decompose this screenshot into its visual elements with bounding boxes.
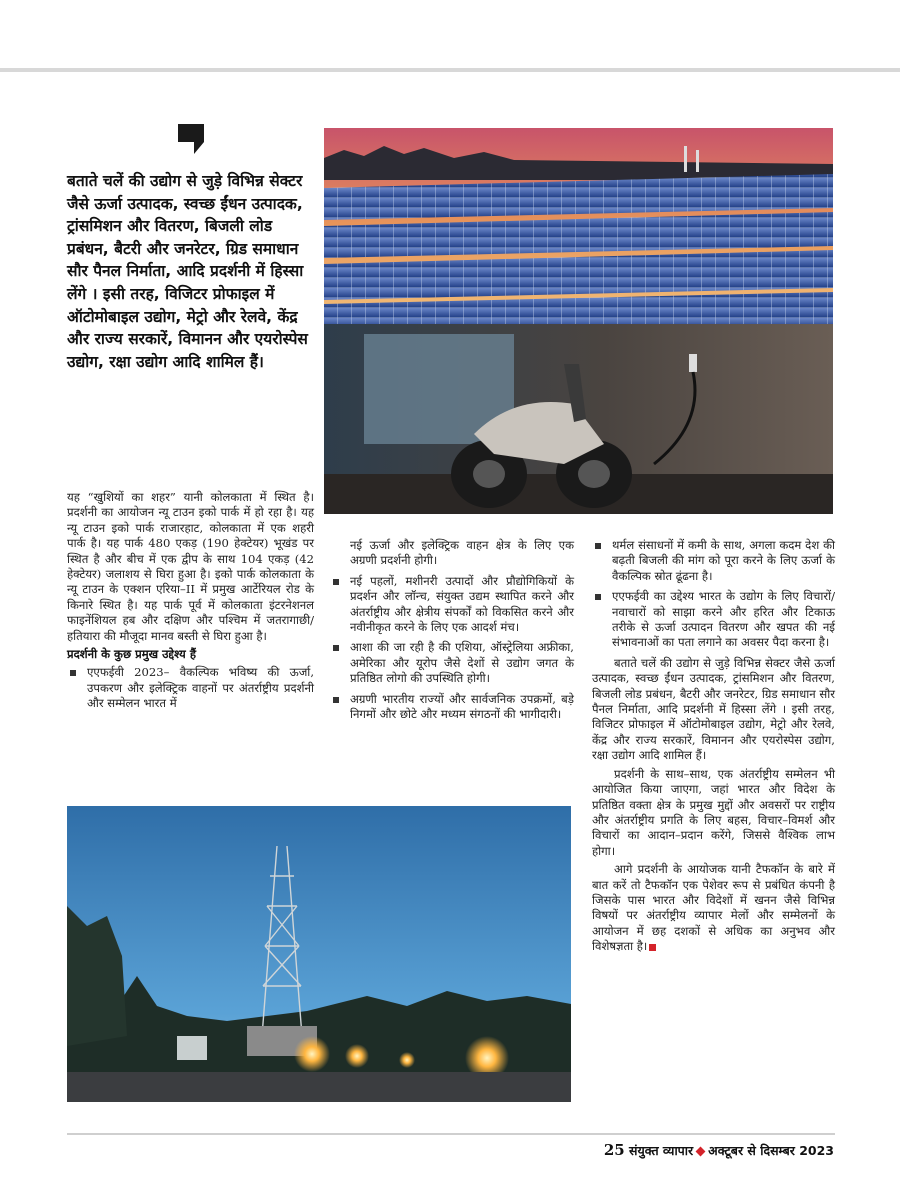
diamond-icon bbox=[696, 1147, 706, 1157]
body-paragraph bbox=[592, 862, 835, 954]
bullet-square-icon bbox=[595, 594, 601, 600]
list-item bbox=[592, 589, 835, 651]
column-2 bbox=[330, 538, 574, 727]
list-item bbox=[330, 574, 574, 636]
body-paragraph: बताते चलें की उद्योग से जुड़े विभिन्न सेक्टर जैसे ऊर्जा उत्पादक, स्वच्छ ईंधन उत्पादक, ट्रांसमिशन और वितरण, बिजली लोड प्रबंधन, बैटरी और जनरेटर, ग्रिड समाधान सौर पैनल निर्माता, आदि प्रदर्शनी में हिस्सा लेंगे । इसी तरह, विजिटर प्रोफाइल में ऑटोमोबाइल उद्योग, मेट्रो और रेलवे, केंद्र और राज्य सरकारें, विमानन और एयरोस्पेस उद्योग, रक्षा उद्योग आदि शामिल हैं। bbox=[592, 655, 835, 763]
bullet-text: थर्मल संसाधनों में कमी के साथ, अगला कदम देश की बढ़ती बिजली की मांग को पूरा करने के लिए ऊर्जा के वैकल्पिक स्रोत ढूंढना है। bbox=[612, 538, 835, 583]
quote-mark-icon bbox=[178, 124, 204, 154]
drilling-rig-photo bbox=[67, 806, 571, 1102]
bullet-square-icon bbox=[333, 697, 339, 703]
bullet-square-icon bbox=[333, 579, 339, 585]
issue-date: अक्टूबर से दिसम्बर 2023 bbox=[708, 1143, 834, 1158]
solar-panels-photo bbox=[324, 128, 833, 324]
body-paragraph: प्रदर्शनी के साथ–साथ, एक अंतर्राष्ट्रीय सम्मेलन भी आयोजित किया जाएगा, जहां भारत और विदेश के प्रतिष्ठित वक्ता क्षेत्र के प्रमुख मुद्दों और अवसरों पर राष्ट्रीय और अंतर्राष्ट्रीय प्रगति के लिए बहस, विचार–विमर्श और विचारों का आदान–प्रदान करेंगे, जिससे वैश्विक लाभ होगा। bbox=[592, 766, 835, 858]
objectives-list bbox=[67, 665, 314, 711]
bullet-text: नई पहलों, मशीनरी उत्पादों और प्रौद्योगिकियों के प्रदर्शन और लॉन्च, संयुक्त उद्यम स्थापित करने और अंतर्राष्ट्रीय और क्षेत्रीय संपर्कों को विकसित करने और नवीनीकृत करने के लिए एक आदर्श मंच। bbox=[350, 573, 574, 635]
bullet-text: एएफईवी का उद्देश्य भारत के उद्योग के लिए विचारों/नवाचारों को साझा करने और हरित और टिकाऊ तरीके से ऊर्जा उत्पादन वितरण और खपत की नई संभावनाओं का पता लगाने का अवसर पैदा करना है। bbox=[612, 589, 835, 650]
objectives-heading: प्रदर्शनी के कुछ प्रमुख उद्देश्य हैं bbox=[67, 647, 196, 662]
bullet-text: आशा की जा रही है की एशिया, ऑस्ट्रेलिया अफ्रीका, अमेरिका और यूरोप जैसे देशों से उद्योग जगत के प्रतिष्ठित लोगो की उपस्थिति होगी। bbox=[350, 640, 574, 686]
bullet-text: अग्रणी भारतीय राज्यों और सार्वजनिक उपक्रमों, बड़े निगमों और छोटे और मध्यम संगठनों की भागीदारी। bbox=[350, 691, 574, 722]
list-item bbox=[330, 538, 574, 569]
end-mark-icon bbox=[649, 944, 656, 951]
list-item bbox=[67, 665, 314, 711]
pull-quote: बताते चलें की उद्योग से जुड़े विभिन्न सेक्टर जैसे ऊर्जा उत्पादक, स्वच्छ ईंधन उत्पादक, ट्रांसमिशन और वितरण, बिजली लोड प्रबंधन, बैटरी और जनरेटर, ग्रिड समाधान सौर पैनल निर्माता, आदि प्रदर्शनी में हिस्सा लेंगे । इसी तरह, विजिटर प्रोफाइल में ऑटोमोबाइल उद्योग, मेट्रो और रेलवे, केंद्र और राज्य सरकारें, विमानन और एयरोस्पेस उद्योग, रक्षा उद्योग आदि शामिल हैं। bbox=[67, 172, 308, 371]
magazine-name: संयुक्त व्यापार bbox=[629, 1143, 694, 1158]
bullet-square-icon bbox=[595, 543, 601, 549]
bullet-text: एएफईवी 2023– वैकल्पिक भविष्य की ऊर्जा, उपकरण और इलेक्ट्रिक वाहनों पर अंतर्राष्ट्रीय प्रदर्शनी और सम्मेलन भारत में bbox=[87, 665, 314, 711]
objectives-list-continued bbox=[330, 538, 574, 722]
bullet-text: नई ऊर्जा और इलेक्ट्रिक वाहन क्षेत्र के लिए एक अग्रणी प्रदर्शनी होगी। bbox=[350, 538, 574, 568]
list-item bbox=[330, 640, 574, 686]
column-3 bbox=[592, 538, 835, 958]
bullet-square-icon bbox=[70, 670, 76, 676]
list-item bbox=[592, 538, 835, 584]
column-1 bbox=[67, 490, 314, 717]
bullet-square-icon bbox=[333, 645, 339, 651]
page-footer bbox=[604, 1141, 834, 1159]
footer-rule bbox=[67, 1133, 835, 1135]
list-item bbox=[330, 692, 574, 723]
top-rule bbox=[0, 68, 900, 72]
body-paragraph-text: आगे प्रदर्शनी के आयोजक यानी टैफकॉन के बारे में बात करें तो टैफकॉन एक पेशेवर रूप से प्रबंधित कंपनी है जिसके पास भारत और विदेशों में खनन जैसे विभिन्न विषयों पर अंतर्राष्ट्रीय व्यापार मेलों और सम्मेलनों के आयोजन में छह दशकों से अधिक का अनुभव और विशेषज्ञता है। bbox=[592, 862, 835, 954]
page-number: 25 bbox=[603, 1141, 625, 1159]
electric-scooter-photo bbox=[324, 324, 833, 514]
intro-paragraph: यह “खुशियों का शहर” यानी कोलकाता में स्थित है। प्रदर्शनी का आयोजन न्यू टाउन इको पार्क में हो रहा है। यह न्यू टाउन इको पार्क राजारहाट, कोलकाता में एक शहरी पार्क है। यह पार्क 480 एकड़ (190 हेक्टेयर) भूखंड पर स्थित है और बीच में एक द्वीप के साथ 104 एकड़ (42 हेक्टेयर) जलाशय से घिरा हुआ है। इको पार्क कोलकाता के न्यू टाउन के एक्शन एरिया–II में प्रमुख आर्टेरियल रोड के किनारे स्थित है। यह पार्क पूर्व में कोलकाता इंटरनेशनल फाइनेंशियल हब और दक्षिण और पश्चिम में जतरागाछी/हतियारा की मौजूदा मानव बस्ती से घिरा हुआ है। bbox=[67, 490, 314, 643]
objectives-list-right bbox=[592, 538, 835, 651]
